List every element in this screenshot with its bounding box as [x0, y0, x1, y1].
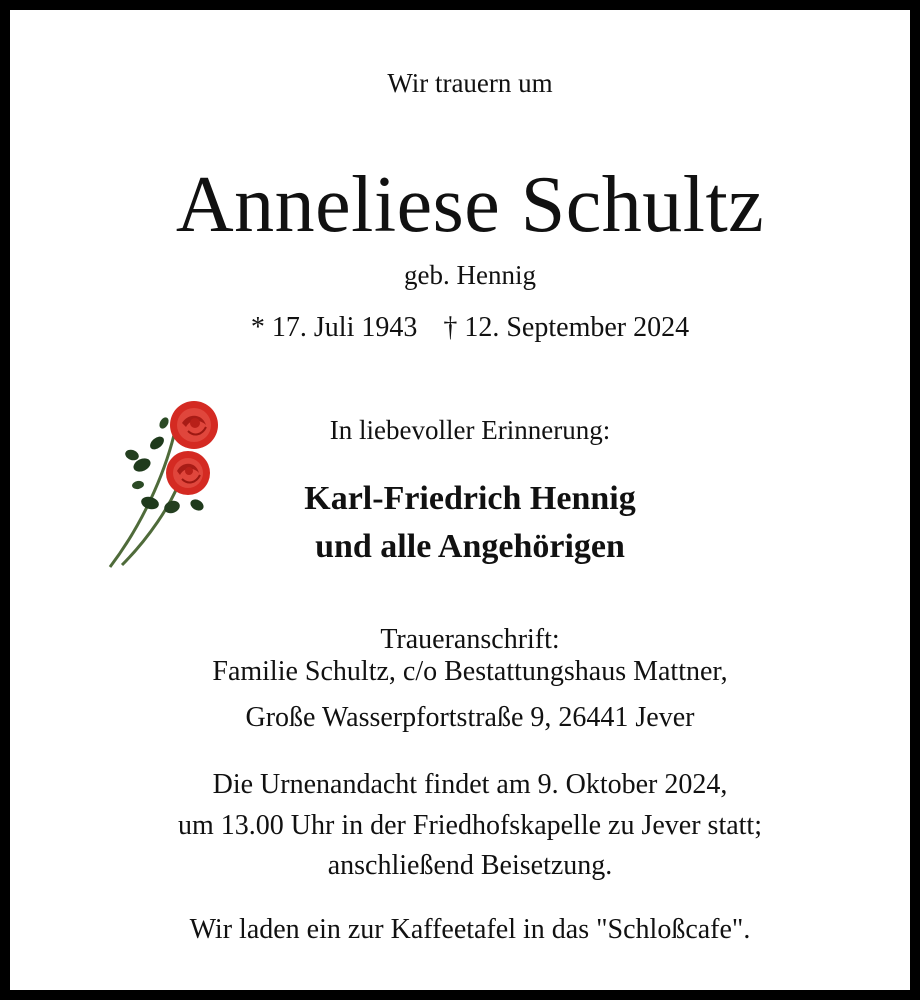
mourner-name: Karl-Friedrich Hennig — [304, 480, 636, 517]
address-label: Traueranschrift: — [380, 624, 560, 655]
mourner-relatives: und alle Angehörigen — [315, 528, 625, 565]
deceased-name: Anneliese Schultz — [175, 161, 765, 249]
death-date: † 12. September 2024 — [443, 312, 690, 343]
service-line-1: Die Urnenandacht findet am 9. Oktober 2024, — [212, 769, 728, 800]
maiden-name: geb. Hennig — [404, 260, 536, 290]
invitation-text: Wir laden ein zur Kaffeetafel in das "Schloßcafe". — [189, 914, 751, 945]
birth-date: * 17. Juli 1943 — [250, 312, 418, 343]
service-line-2: um 13.00 Uhr in der Friedhofskapelle zu Jever statt; — [178, 810, 762, 841]
service-line-3: anschließend Beisetzung. — [327, 850, 613, 881]
address-line-1: Familie Schultz, c/o Bestattungshaus Mattner, — [212, 656, 728, 687]
life-dates — [10, 312, 920, 344]
address-line-2: Große Wasserpfortstraße 9, 26441 Jever — [245, 702, 695, 733]
memory-line: In liebevoller Erinnerung: — [329, 415, 611, 445]
intro-text: Wir trauern um — [387, 68, 553, 98]
